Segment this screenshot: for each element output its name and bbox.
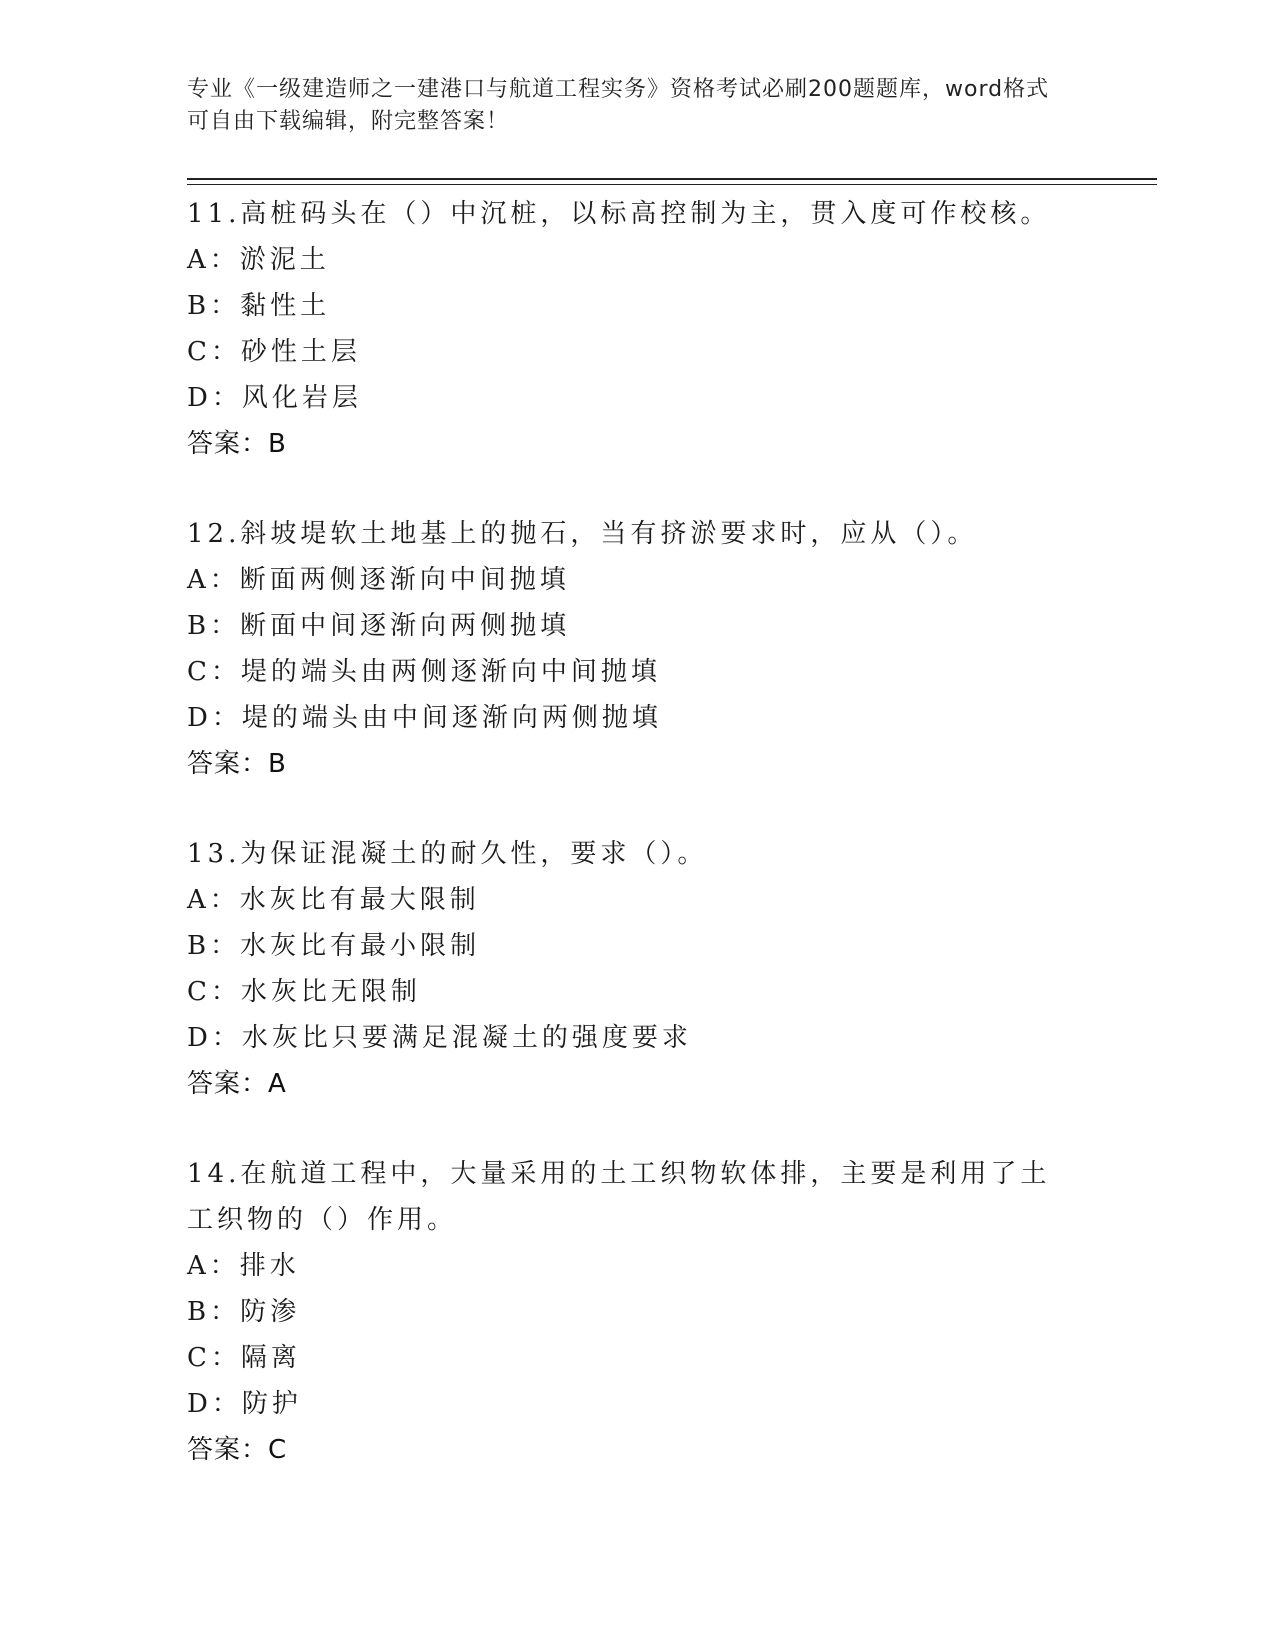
question-stem: 11.高桩码头在（）中沉桩，以标高控制为主，贯入度可作校核。: [187, 199, 1051, 229]
option-b: B：防渗: [187, 1297, 301, 1327]
header-divider-thick: [187, 178, 1157, 180]
option-b: B：水灰比有最小限制: [187, 931, 481, 961]
question-stem: 12.斜坡堤软土地基上的抛石，当有挤淤要求时，应从（）。: [187, 519, 978, 549]
question-12: [187, 511, 1087, 787]
header-divider-thin: [187, 184, 1157, 185]
document-header: 专业《一级建造师之一建港口与航道工程实务》资格考试必刷200题题库，word格式可自由下载编辑，附完整答案！: [187, 77, 1050, 134]
option-c: C：砂性土层: [187, 337, 361, 367]
answer-line: 答案：A: [187, 1069, 287, 1099]
option-d: D：水灰比只要满足混凝土的强度要求: [187, 1023, 692, 1053]
option-d: D：堤的端头由中间逐渐向两侧抛填: [187, 703, 662, 733]
option-d: D：风化岩层: [187, 383, 362, 413]
question-11: [187, 191, 1087, 467]
option-c: C：水灰比无限制: [187, 977, 421, 1007]
option-b: B：断面中间逐渐向两侧抛填: [187, 611, 571, 641]
option-a: A：淤泥土: [187, 245, 330, 275]
answer-line: 答案：B: [187, 749, 287, 779]
option-a: A：断面两侧逐渐向中间抛填: [187, 565, 570, 595]
option-a: A：排水: [187, 1251, 300, 1281]
question-13: [187, 831, 1087, 1107]
option-d: D：防护: [187, 1389, 302, 1419]
option-c: C：隔离: [187, 1343, 301, 1373]
option-c: C：堤的端头由两侧逐渐向中间抛填: [187, 657, 661, 687]
question-14: [187, 1151, 1087, 1473]
option-a: A：水灰比有最大限制: [187, 885, 480, 915]
question-stem: 14.在航道工程中，大量采用的土工织物软体排，主要是利用了土工织物的（）作用。: [187, 1159, 1051, 1235]
option-b: B：黏性土: [187, 291, 331, 321]
answer-line: 答案：B: [187, 429, 287, 459]
question-stem: 13.为保证混凝土的耐久性，要求（）。: [187, 839, 708, 869]
question-list: [187, 191, 1087, 1517]
answer-line: 答案：C: [187, 1435, 288, 1465]
